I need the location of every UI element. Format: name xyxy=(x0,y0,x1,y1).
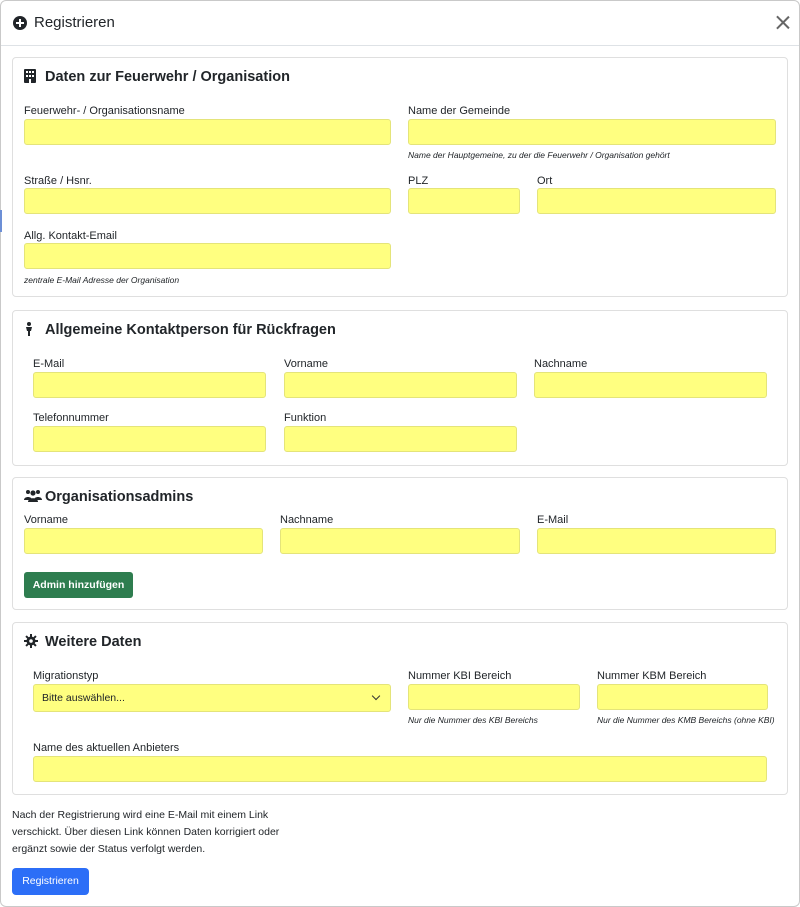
contact-email-input[interactable] xyxy=(33,372,266,398)
gemeinde-help: Name der Hauptgemeine, zu der die Feuerwehr / Organisation gehört xyxy=(408,150,670,160)
funktion-label: Funktion xyxy=(284,412,327,424)
migration-select[interactable] xyxy=(33,684,391,712)
gemeinde-label: Name der Gemeinde xyxy=(408,105,511,117)
ort-input[interactable] xyxy=(537,188,776,214)
admin-email-input[interactable] xyxy=(537,528,776,554)
kbm-input[interactable] xyxy=(597,684,768,710)
anbieter-input[interactable] xyxy=(33,756,767,782)
strasse-input[interactable] xyxy=(24,188,391,214)
org-name-input[interactable] xyxy=(24,119,391,145)
admin-nachname-input[interactable] xyxy=(280,528,520,554)
admin-nachname-label: Nachname xyxy=(280,514,334,526)
anbieter-label: Name des aktuellen Anbieters xyxy=(33,742,180,754)
plus-circle-icon xyxy=(13,16,27,30)
migration-label: Migrationstyp xyxy=(33,670,99,682)
org-name-label: Feuerwehr- / Organisationsname xyxy=(24,105,185,117)
strasse-label: Straße / Hsnr. xyxy=(24,175,92,187)
kbi-input[interactable] xyxy=(408,684,580,710)
kbm-label: Nummer KBM Bereich xyxy=(597,670,707,682)
admin-vorname-input[interactable] xyxy=(24,528,263,554)
kontakt-email-input[interactable] xyxy=(24,243,391,269)
admin-vorname-label: Vorname xyxy=(24,514,69,526)
kbi-label: Nummer KBI Bereich xyxy=(408,670,512,682)
org-card-title: Daten zur Feuerwehr / Organisation xyxy=(45,69,290,85)
registration-info-text: Nach der Registrierung wird eine E-Mail mit einem Link verschickt. Über diesen Link können Daten korrigiert oder ergänzt sowie der Status verfolgt werden. xyxy=(12,809,280,855)
building-icon xyxy=(24,69,36,83)
telefon-label: Telefonnummer xyxy=(33,412,109,424)
contact-nachname-label: Nachname xyxy=(534,358,588,370)
more-card-title: Weitere Daten xyxy=(45,634,142,650)
admin-email-label: E-Mail xyxy=(537,514,569,526)
contact-card-title: Allgemeine Kontaktperson für Rückfragen xyxy=(45,322,336,338)
contact-nachname-input[interactable] xyxy=(534,372,767,398)
chevron-down-icon xyxy=(372,692,380,700)
dialog-header xyxy=(1,1,799,46)
kbi-help: Nur die Nummer des KBI Bereichs xyxy=(408,715,538,725)
telefon-input[interactable] xyxy=(33,426,266,452)
register-button[interactable]: Registrieren xyxy=(12,868,89,895)
kontakt-email-help: zentrale E-Mail Adresse der Organisation xyxy=(24,275,180,285)
dialog-title: Registrieren xyxy=(34,14,115,31)
focus-edge-indicator xyxy=(0,210,2,232)
admins-card-title: Organisationsadmins xyxy=(45,489,194,505)
kbm-help: Nur die Nummer des KMB Bereichs (ohne KBI) xyxy=(597,715,775,725)
gemeinde-input[interactable] xyxy=(408,119,776,145)
ort-label: Ort xyxy=(537,175,553,187)
users-icon xyxy=(24,489,42,502)
contact-vorname-input[interactable] xyxy=(284,372,517,398)
plz-label: PLZ xyxy=(408,175,429,187)
add-admin-button[interactable]: Admin hinzufügen xyxy=(24,572,133,598)
funktion-input[interactable] xyxy=(284,426,517,452)
migration-select-value: Bitte auswählen... xyxy=(42,692,125,704)
close-icon[interactable] xyxy=(773,13,793,33)
kontakt-email-label: Allg. Kontakt-Email xyxy=(24,230,117,242)
gear-icon xyxy=(24,634,38,648)
person-icon xyxy=(24,322,34,336)
contact-vorname-label: Vorname xyxy=(284,358,329,370)
contact-email-label: E-Mail xyxy=(33,358,65,370)
plz-input[interactable] xyxy=(408,188,520,214)
